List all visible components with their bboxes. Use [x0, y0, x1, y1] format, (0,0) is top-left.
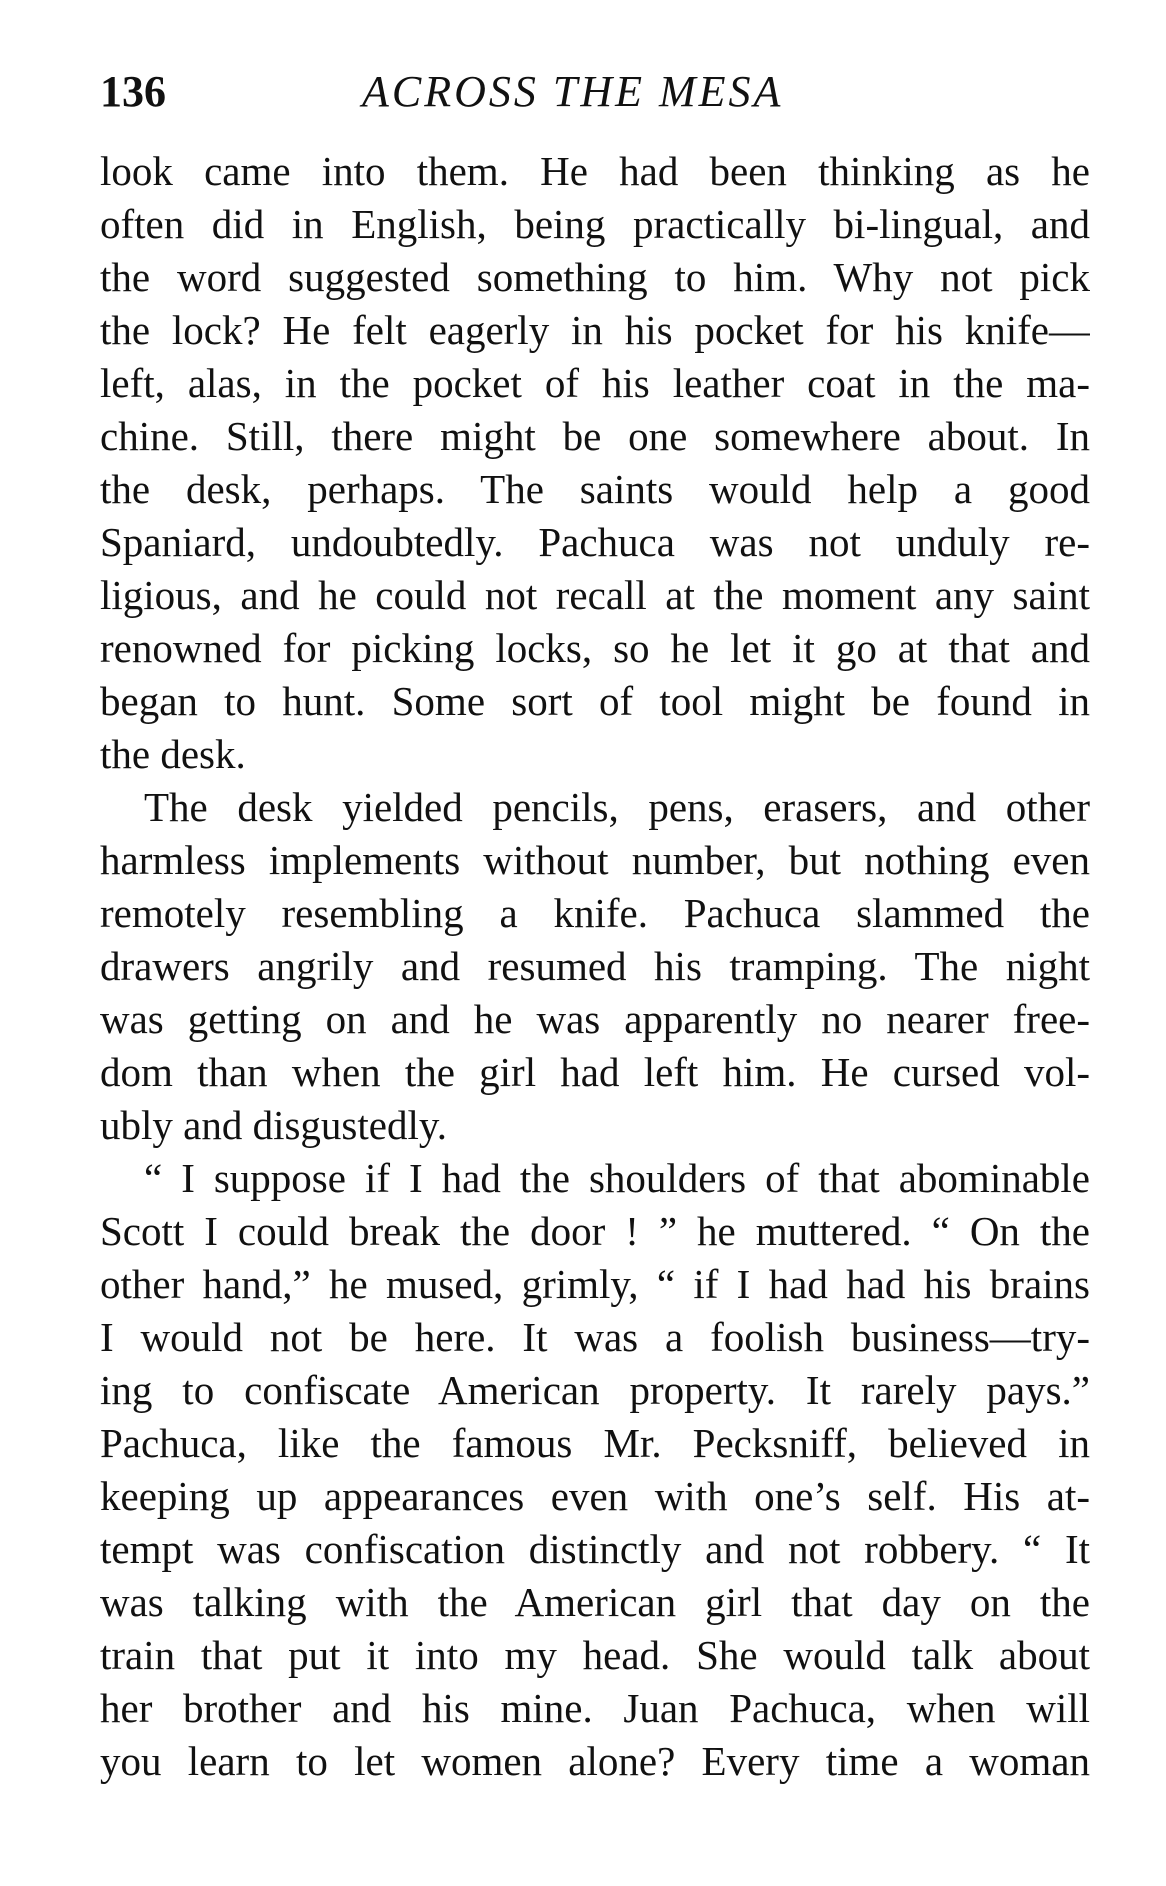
paragraph-end-line: ubly and disgustedly.	[100, 1102, 447, 1148]
text-line: I would not be here. It was a foolish business—try-	[100, 1314, 1090, 1360]
paragraph-start-line: The desk yielded pencils, pens, erasers, and other	[144, 784, 1090, 830]
text-line: renowned for picking locks, so he let it go at that and	[100, 625, 1090, 671]
text-line: the lock? He felt eagerly in his pocket for his knife—	[100, 307, 1090, 353]
text-line: the desk, perhaps. The saints would help a good	[100, 466, 1090, 512]
text-line: the word suggested something to him. Why not pick	[100, 254, 1090, 300]
text-line: dom than when the girl had left him. He cursed vol-	[100, 1049, 1090, 1095]
text-line: ing to confiscate American property. It rarely pays.”	[100, 1367, 1090, 1413]
paragraph-start-line: “ I suppose if I had the shoulders of that abominable	[144, 1155, 1090, 1201]
text-line: Spaniard, undoubtedly. Pachuca was not unduly re-	[100, 519, 1090, 565]
text-line: Scott I could break the door ! ” he muttered. “ On the	[100, 1208, 1090, 1254]
text-line: drawers angrily and resumed his tramping. The night	[100, 943, 1090, 989]
text-line: left, alas, in the pocket of his leather coat in the ma-	[100, 360, 1090, 406]
book-title: ACROSS THE MESA	[362, 67, 784, 116]
text-line: chine. Still, there might be one somewhere about. In	[100, 413, 1090, 459]
text-line: look came into them. He had been thinking as he	[100, 148, 1090, 194]
text-line: other hand,” he mused, grimly, “ if I had had his brains	[100, 1261, 1090, 1307]
text-line: Pachuca, like the famous Mr. Pecksniff, believed in	[100, 1420, 1090, 1466]
text-line: train that put it into my head. She would talk about	[100, 1632, 1090, 1678]
text-line: was talking with the American girl that day on the	[100, 1579, 1090, 1625]
running-head	[100, 62, 1090, 122]
text-line: keeping up appearances even with one’s self. His at-	[100, 1473, 1090, 1519]
body-text	[100, 145, 1090, 1788]
text-line: was getting on and he was apparently no nearer free-	[100, 996, 1090, 1042]
text-line: began to hunt. Some sort of tool might be found in	[100, 678, 1090, 724]
text-line: remotely resembling a knife. Pachuca slammed the	[100, 890, 1090, 936]
text-line: you learn to let women alone? Every time a woman	[100, 1738, 1090, 1784]
page-number: 136	[100, 67, 166, 116]
text-line: her brother and his mine. Juan Pachuca, when will	[100, 1685, 1090, 1731]
paragraph-end-line: the desk.	[100, 731, 246, 777]
text-line: often did in English, being practically bi-lingual, and	[100, 201, 1090, 247]
text-line: tempt was confiscation distinctly and not robbery. “ It	[100, 1526, 1090, 1572]
text-line: ligious, and he could not recall at the moment any saint	[100, 572, 1090, 618]
text-line: harmless implements without number, but nothing even	[100, 837, 1090, 883]
